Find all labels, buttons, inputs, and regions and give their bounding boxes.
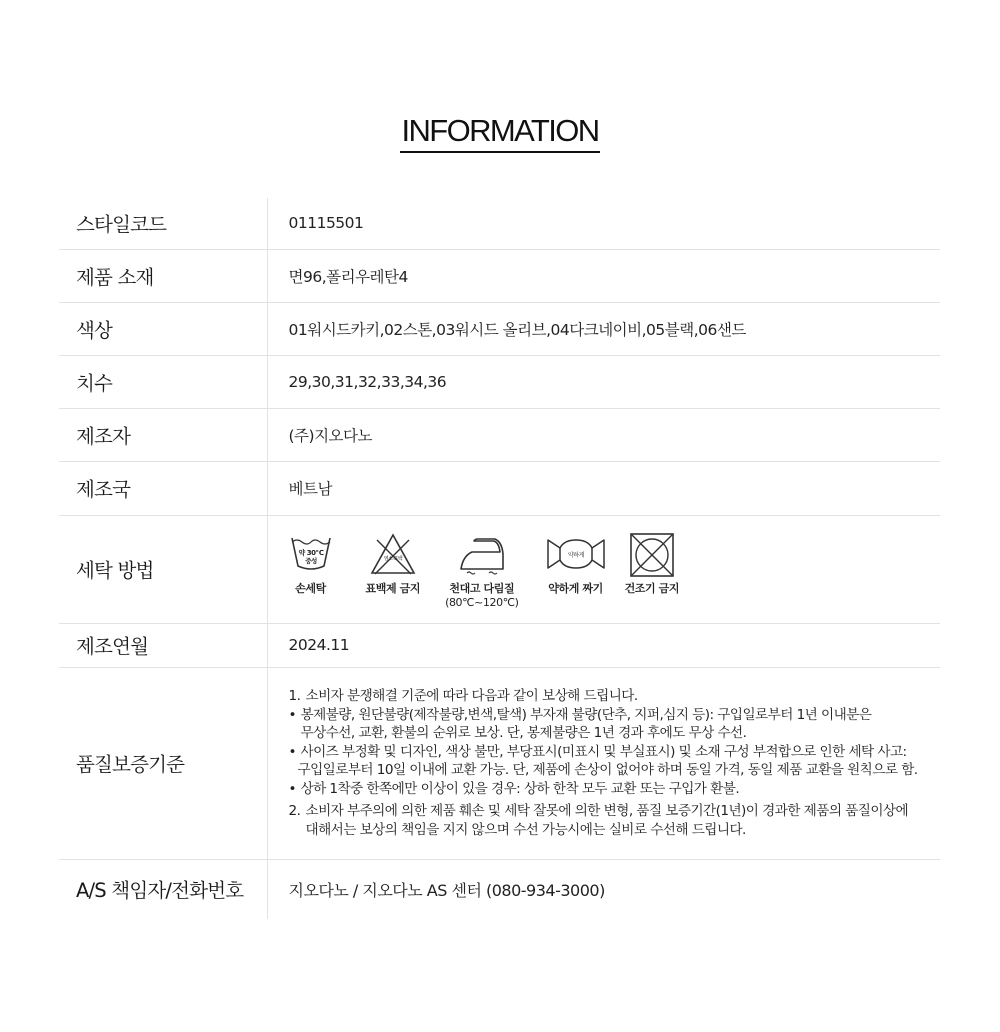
quality-item-2-line-1: 소비자 부주의에 의한 제품 훼손 및 세탁 잘못에 의한 변형, 품질 보증기간(1년)이 경과한 제품의 품질이상에: [305, 803, 909, 819]
quality-item-1: [289, 687, 941, 706]
quality-bullet-1: [289, 706, 941, 725]
row-size: [59, 355, 940, 408]
label-size: 치수: [59, 355, 267, 408]
row-maker: [59, 408, 940, 461]
quality-item-1-number: 1.: [288, 688, 301, 704]
section-title: INFORMATION: [400, 112, 599, 153]
value-color: 01워시드카키,02스톤,03워시드 올리브,04다크네이비,05블랙,06샌드: [267, 302, 940, 355]
label-washing: 세탁 방법: [59, 515, 267, 623]
care-wring-label: 약하게 짜기: [548, 581, 603, 595]
value-manufacture-date: 2024.11: [267, 623, 940, 667]
quality-item-2-line-2: 대해서는 보상의 책임을 지지 않으며 수선 가능시에는 실비로 수선해 드립니다.: [305, 821, 746, 838]
care-hand-wash: [289, 532, 333, 596]
label-country: 제조국: [59, 461, 267, 515]
care-no-dry-label: 건조기 금지: [624, 581, 680, 595]
quality-bullet-2-line-2: 구입일로부터 10일 이내에 교환 가능. 단, 제품에 손상이 없어야 하며 동일 가격, 동일 제품 교환을 원칙으로 함.: [297, 762, 918, 778]
label-style-code: 스타일코드: [59, 198, 267, 249]
label-as-contact: A/S 책임자/전화번호: [59, 859, 267, 919]
bullet-dot: •: [288, 743, 296, 760]
quality-item-2-number: 2.: [288, 803, 301, 819]
wring-text: 약하게: [567, 551, 584, 559]
quality-bullet-3-text: 상하 1착중 한쪽에만 이상이 있을 경우: 상하 한착 모두 교환 또는 구입가 환불.: [300, 780, 740, 797]
no-bleach-text: 염소·표백: [383, 555, 402, 562]
care-iron-temp: (80℃~120℃): [445, 595, 519, 609]
value-washing: [267, 515, 940, 623]
row-material: [59, 249, 940, 302]
care-no-bleach-label: 표백제 금지: [365, 581, 421, 595]
value-maker: (주)지오다노: [267, 408, 940, 461]
care-wring: [546, 532, 606, 596]
value-quality-guarantee: [267, 667, 940, 859]
value-style-code: 01115501: [267, 198, 940, 249]
product-info-table: [59, 198, 940, 919]
quality-item-2: [289, 802, 941, 821]
care-hand-wash-label: 손세탁: [295, 581, 326, 595]
hand-wash-icon: [289, 532, 333, 576]
hand-wash-detergent: 중성: [304, 556, 317, 565]
section-title-wrap: [0, 112, 1000, 153]
row-color: [59, 302, 940, 355]
care-no-dry: [625, 532, 680, 596]
bullet-dot: •: [288, 780, 296, 797]
label-material: 제품 소재: [59, 249, 267, 302]
quality-bullet-2-line-1: 사이즈 부정확 및 디자인, 색상 불만, 부당표시(미표시 및 부실표시) 및 소재 구성 부적합으로 인한 세탁 사고:: [300, 743, 907, 760]
quality-bullet-2: [289, 743, 941, 762]
row-country: [59, 461, 940, 515]
row-style-code: [59, 198, 940, 249]
quality-bullet-3: [289, 780, 941, 799]
label-quality-guarantee: 품질보증기준: [59, 667, 267, 859]
value-material: 면96,폴리우레탄4: [267, 249, 940, 302]
row-manufacture-date: [59, 623, 940, 667]
quality-bullet-1-line-1: 봉제불량, 원단불량(제작불량,변색,탈색) 부자재 불량(단추, 지퍼,심지 등): 구입일로부터 1년 이내분은: [300, 706, 872, 723]
care-no-bleach: [366, 532, 421, 596]
label-color: 색상: [59, 302, 267, 355]
value-size: 29,30,31,32,33,34,36: [267, 355, 940, 408]
hand-wash-temp: 약 30℃: [298, 548, 323, 557]
wring-icon: [546, 532, 606, 576]
care-symbols: [289, 530, 941, 609]
care-iron: [445, 532, 519, 609]
quality-bullet-1-line-2: 무상수선, 교환, 환불의 순위로 보상. 단, 봉제불량은 1년 경과 후에도 무상 수선.: [300, 725, 747, 741]
label-manufacture-date: 제조연월: [59, 623, 267, 667]
row-washing: [59, 515, 940, 623]
no-tumble-dry-icon: [629, 532, 675, 578]
quality-item-1-text: 소비자 분쟁해결 기준에 따라 다음과 같이 보상해 드립니다.: [305, 688, 638, 704]
row-as-contact: [59, 859, 940, 919]
quality-text: [289, 687, 941, 839]
no-bleach-icon: [369, 532, 417, 576]
value-country: 베트남: [267, 461, 940, 515]
label-maker: 제조자: [59, 408, 267, 461]
value-as-contact: 지오다노 / 지오다노 AS 센터 (080-934-3000): [288, 880, 605, 900]
iron-icon: [458, 532, 506, 576]
row-quality-guarantee: [59, 667, 940, 859]
care-iron-label: 천대고 다림질: [449, 581, 515, 595]
bullet-dot: •: [288, 706, 296, 723]
